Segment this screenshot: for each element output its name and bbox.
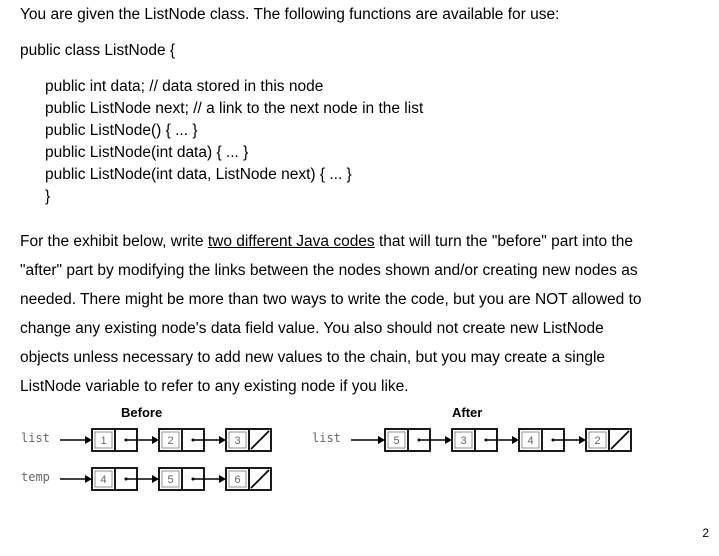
link-arrow-head: [85, 436, 92, 444]
before-temp-node-value: 6: [234, 474, 241, 486]
code-line: public ListNode() { ... }: [45, 122, 198, 139]
paragraph-line: objects unless necessary to add new values to the chain, but you may create a single: [20, 349, 606, 366]
link-arrow-head: [445, 436, 452, 444]
link-arrow-head: [152, 436, 159, 444]
paragraph-line: needed. There might be more than two ways to write the code, but you are NOT allowed to: [20, 291, 642, 308]
code-closing-brace: }: [45, 188, 51, 205]
before-temp-node-value: 4: [100, 474, 107, 486]
code-line: public ListNode(int data, ListNode next) { ... }: [45, 166, 352, 183]
paragraph-line: change any existing node's data field value. You also should not create new ListNode: [20, 320, 604, 337]
page-number: 2: [702, 526, 709, 540]
after-list-node-value: 2: [594, 435, 601, 447]
intro-text: You are given the ListNode class. The following functions are available for use:: [20, 6, 560, 23]
before-list-node-value: 3: [234, 435, 241, 447]
class-declaration: public class ListNode {: [20, 42, 176, 59]
code-line: public ListNode next; // a link to the next node in the list: [45, 100, 424, 117]
after-list-node-value: 4: [527, 435, 534, 447]
link-arrow-head: [378, 436, 385, 444]
link-arrow-head: [85, 475, 92, 483]
link-arrow-head: [152, 475, 159, 483]
before-temp-node-value: 5: [167, 474, 174, 486]
code-line: public ListNode(int data) { ... }: [45, 144, 249, 161]
before-temp-label: temp: [21, 470, 50, 484]
after-title: After: [452, 405, 483, 420]
paragraph-line: "after" part by modifying the links between the nodes shown and/or creating new nodes as: [20, 262, 638, 279]
emphasis-underline: two different Java codes: [207, 233, 375, 250]
paragraph-line: For the exhibit below, write two different Java codes that will turn the "before" part into the: [20, 233, 633, 250]
after-list-node-value: 3: [460, 435, 467, 447]
link-arrow-head: [219, 475, 226, 483]
before-list-label: list: [21, 431, 50, 445]
before-title: Before: [121, 405, 163, 420]
link-arrow-head: [219, 436, 226, 444]
paragraph-line: ListNode variable to refer to any existing node if you like.: [20, 378, 409, 395]
link-arrow-head: [579, 436, 586, 444]
link-arrow-head: [512, 436, 519, 444]
after-list-label: list: [312, 431, 341, 445]
after-list-node-value: 5: [393, 435, 400, 447]
before-list-node-value: 2: [167, 435, 174, 447]
code-line: public int data; // data stored in this node: [45, 78, 324, 95]
before-list-node-value: 1: [100, 435, 107, 447]
